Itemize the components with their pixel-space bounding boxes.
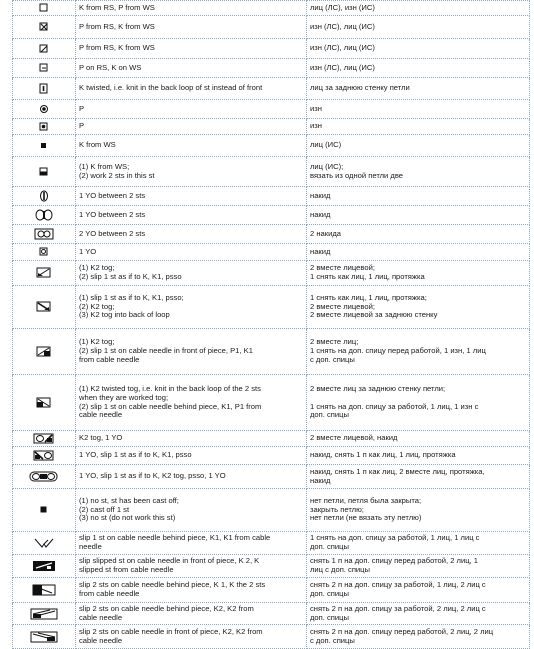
english-instruction-cell	[76, 431, 307, 447]
cable-behind-icon	[36, 398, 52, 407]
english-instruction-line: slip 2 sts on cable needle behind piece, K 1, K the 2 sts	[79, 580, 266, 590]
legend-row	[13, 578, 530, 603]
russian-instruction-line: изн (ЛС), лиц (ИС)	[310, 21, 375, 31]
english-instruction-line: P on RS, K on WS	[79, 62, 142, 72]
cable-3-left-icon	[32, 561, 56, 570]
russian-instruction-line: с доп. спицы	[310, 354, 355, 364]
symbol-cell	[13, 625, 76, 649]
cable-4-left-icon	[30, 632, 58, 641]
square-bar-icon	[39, 84, 49, 93]
russian-instruction-line: накид, снять 1 п как лиц, 2 вместе лиц, протяжка,	[310, 466, 485, 476]
english-instruction-line: 1 YO between 2 sts	[79, 190, 146, 200]
russian-instruction-line: с доп. спицы	[310, 635, 355, 645]
russian-instruction-cell	[307, 261, 530, 286]
english-instruction-line: slip 2 sts on cable needle behind piece, K2, K2 from	[79, 603, 254, 613]
square-empty-icon	[39, 3, 49, 12]
russian-instruction-line: доп. спицы	[310, 410, 349, 420]
russian-instruction-cell	[307, 465, 530, 489]
symbol-cell	[13, 375, 76, 431]
symbol-cell	[13, 447, 76, 465]
russian-instruction-line: 2 вместе лицевой, накид	[310, 433, 398, 443]
legend-row	[13, 39, 530, 59]
english-instruction-line: 1 YO between 2 sts	[79, 209, 146, 219]
symbol-cell	[13, 119, 76, 135]
english-instruction-line: (1) K from WS;	[79, 161, 130, 171]
symbol-cell	[13, 59, 76, 78]
russian-instruction-cell	[307, 578, 530, 603]
russian-instruction-line: снять 2 п на доп. спицу за работой, 1 лиц, 2 лиц с	[310, 580, 486, 590]
symbol-cell	[13, 603, 76, 625]
english-instruction-line: K from WS	[79, 140, 116, 150]
russian-instruction-line: лиц (ИС)	[310, 140, 342, 150]
filled-small-square-icon	[39, 141, 49, 150]
russian-instruction-line: доп. спицы	[310, 589, 349, 598]
english-instruction-cell	[76, 39, 307, 59]
english-instruction-line: K from RS, P from WS	[79, 2, 155, 12]
english-instruction-line: P	[79, 121, 85, 131]
russian-instruction-line: 2 вместе лиц за заднюю стенку петли;	[310, 384, 446, 394]
english-instruction-cell	[76, 157, 307, 187]
legend-row	[13, 135, 530, 157]
symbol-cell	[13, 465, 76, 489]
k2tog-slash-icon	[36, 268, 52, 277]
legend-row	[13, 532, 530, 555]
square-x-icon	[39, 22, 49, 31]
english-instruction-line: (1) no st, st has been cast off;	[79, 495, 179, 505]
double-oval-yo-icon	[34, 210, 54, 219]
russian-instruction-line: лиц с доп. спицы	[310, 565, 370, 574]
english-instruction-line: slipped st from cable needle	[79, 565, 174, 574]
russian-instruction-cell	[307, 375, 530, 431]
english-instruction-line: needle	[79, 542, 102, 551]
legend-row	[13, 489, 530, 532]
russian-instruction-cell	[307, 603, 530, 625]
english-instruction-line: slip 1 st on cable needle behind piece, K1, K1 from cable	[79, 533, 271, 543]
english-instruction-cell	[76, 206, 307, 225]
english-instruction-cell	[76, 286, 307, 329]
legend-row	[13, 119, 530, 135]
english-instruction-cell	[76, 603, 307, 625]
russian-instruction-cell	[307, 431, 530, 447]
symbol-cell	[13, 261, 76, 286]
english-instruction-line: (2) K2 tog;	[79, 301, 115, 311]
russian-instruction-line: изн	[310, 103, 322, 113]
russian-instruction-line: лиц за заднюю стенку петли	[310, 83, 410, 93]
russian-instruction-line: изн (ЛС), лиц (ИС)	[310, 62, 375, 72]
legend-row	[13, 329, 530, 375]
english-instruction-cell	[76, 447, 307, 465]
russian-instruction-cell	[307, 532, 530, 555]
russian-instruction-line: 2 вместе лицевой;	[310, 301, 375, 311]
russian-instruction-line: снять 2 п на доп. спицу перед работой, 2 лиц, 2 лиц	[310, 626, 494, 636]
dot-ring-icon	[39, 104, 49, 113]
legend-row	[13, 1, 530, 16]
english-instruction-cell	[76, 119, 307, 135]
russian-instruction-line: 1 снять как лиц, 1 лиц, протяжка	[310, 272, 425, 281]
legend-row	[13, 157, 530, 187]
english-instruction-line: K twisted, i.e. knit in the back loop of st instead of front	[79, 83, 263, 93]
russian-instruction-line: лиц (ЛС), изн (ИС)	[310, 2, 375, 12]
russian-instruction-line: нет петли, петля была закрыта;	[310, 495, 422, 505]
cable-4-right-icon	[30, 609, 58, 618]
legend-row	[13, 375, 530, 431]
english-instruction-line: P from RS, K from WS	[79, 43, 155, 53]
square-slash-icon	[39, 44, 49, 53]
english-instruction-cell	[76, 100, 307, 119]
russian-instruction-line: 1 снять на доп. спицу перед работой, 1 изн, 1 лиц	[310, 346, 486, 356]
russian-instruction-cell	[307, 135, 530, 157]
legend-row	[13, 603, 530, 625]
english-instruction-line: slip 2 sts on cable needle in front of piece, K2, K2 from	[79, 626, 263, 636]
english-instruction-cell	[76, 489, 307, 532]
russian-instruction-line: накид	[310, 209, 331, 219]
russian-instruction-cell	[307, 78, 530, 100]
english-instruction-line: 1 YO, slip 1 st as if to K, K2 tog, psso, 1 YO	[79, 471, 226, 481]
english-instruction-line: K2 tog, 1 YO	[79, 433, 123, 443]
symbol-cell	[13, 555, 76, 578]
english-instruction-cell	[76, 578, 307, 603]
english-instruction-line: (1) K2 tog;	[79, 263, 115, 273]
symbol-cell	[13, 431, 76, 447]
english-instruction-cell	[76, 532, 307, 555]
russian-instruction-line: лиц (ИС);	[310, 161, 344, 171]
english-instruction-line: (1) K2 tog;	[79, 337, 115, 347]
square-half-fill-icon	[39, 167, 49, 176]
russian-instruction-cell	[307, 157, 530, 187]
english-instruction-line: (3) no st (do not work this st)	[79, 513, 176, 523]
symbol-cell	[13, 329, 76, 375]
k2tog-back-slash-icon	[36, 302, 52, 311]
legend-row	[13, 555, 530, 578]
cable-front-icon	[36, 347, 52, 356]
russian-instruction-cell	[307, 1, 530, 16]
russian-instruction-cell	[307, 206, 530, 225]
symbol-cell	[13, 135, 76, 157]
russian-instruction-line: 2 накида	[310, 228, 341, 238]
legend-row	[13, 286, 530, 329]
russian-instruction-line: снять 1 п на доп. спицу перед работой, 2 лиц, 1	[310, 556, 479, 566]
russian-instruction-cell	[307, 59, 530, 78]
russian-instruction-line: закрыть петлю;	[310, 504, 364, 514]
symbol-cell	[13, 532, 76, 555]
symbol-cell	[13, 78, 76, 100]
english-instruction-line: 2 YO between 2 sts	[79, 228, 146, 238]
cable-3-right-icon	[32, 585, 56, 594]
legend-row	[13, 244, 530, 261]
oval-yo-icon	[38, 191, 50, 200]
english-instruction-cell	[76, 375, 307, 431]
english-instruction-line: slip slipped st on cable needle in front of piece, K 2, K	[79, 556, 260, 566]
two-yo-icon	[34, 229, 54, 238]
russian-instruction-cell	[307, 447, 530, 465]
legend-row	[13, 187, 530, 206]
symbol-cell	[13, 206, 76, 225]
symbol-cell	[13, 225, 76, 244]
symbol-cell	[13, 286, 76, 329]
english-instruction-line: (1) K2 twisted tog, i.e. knit in the back loop of the 2 sts	[79, 384, 261, 394]
english-instruction-cell	[76, 16, 307, 39]
legend-row	[13, 447, 530, 465]
russian-instruction-cell	[307, 555, 530, 578]
russian-instruction-cell	[307, 625, 530, 649]
english-instruction-line: (2) work 2 sts in this st	[79, 170, 155, 180]
english-instruction-cell	[76, 78, 307, 100]
english-instruction-cell	[76, 187, 307, 206]
symbol-cell	[13, 489, 76, 532]
english-instruction-line: 1 YO	[79, 246, 97, 256]
legend-row	[13, 206, 530, 225]
russian-instruction-line: вязать из одной петли две	[310, 170, 404, 180]
russian-instruction-line: изн (ЛС), лиц (ИС)	[310, 43, 375, 53]
russian-instruction-cell	[307, 187, 530, 206]
english-instruction-line: cable needle	[79, 635, 123, 645]
english-instruction-line: from cable needle	[79, 354, 140, 364]
english-instruction-cell	[76, 261, 307, 286]
legend-row	[13, 78, 530, 100]
russian-instruction-cell	[307, 100, 530, 119]
yo-k2tog-yo-icon	[29, 472, 59, 481]
russian-instruction-line: 1 снять на доп. спицу за работой, 1 лиц, 1 изн с	[310, 401, 479, 411]
russian-instruction-line: 1 снять на доп. спицу за работой, 1 лиц, 1 лиц с	[310, 533, 480, 543]
legend-row	[13, 625, 530, 649]
russian-instruction-line: 2 вместе лицевой;	[310, 263, 375, 273]
symbol-cell	[13, 187, 76, 206]
legend-row	[13, 225, 530, 244]
russian-instruction-line: изн	[310, 121, 322, 131]
square-dot-icon	[39, 122, 49, 131]
english-instruction-cell	[76, 329, 307, 375]
russian-instruction-cell	[307, 489, 530, 532]
russian-instruction-line: накид	[310, 475, 331, 485]
russian-instruction-cell	[307, 225, 530, 244]
symbol-cell	[13, 100, 76, 119]
k2tog-yo-icon	[33, 434, 55, 443]
english-instruction-cell	[76, 244, 307, 261]
english-instruction-line: (2) cast off 1 st	[79, 504, 130, 514]
english-instruction-line: cable needle	[79, 410, 123, 420]
english-instruction-cell	[76, 625, 307, 649]
legend-row	[13, 431, 530, 447]
english-instruction-cell	[76, 59, 307, 78]
english-instruction-cell	[76, 1, 307, 16]
english-instruction-line: 1 YO, slip 1 st as if to K, K1, psso	[79, 450, 192, 460]
symbol-cell	[13, 1, 76, 16]
russian-instruction-line: снять 2 п на доп. спицу за работой, 2 лиц, 2 лиц с	[310, 603, 486, 613]
russian-instruction-line: накид	[310, 190, 331, 200]
legend-row	[13, 100, 530, 119]
cable-2-right-icon	[34, 538, 54, 547]
square-minus-icon	[39, 63, 49, 72]
legend-row	[13, 261, 530, 286]
english-instruction-cell	[76, 135, 307, 157]
symbol-cell	[13, 157, 76, 187]
english-instruction-cell	[76, 555, 307, 578]
english-instruction-line: P	[79, 103, 85, 113]
english-instruction-cell	[76, 225, 307, 244]
yo-psso-icon	[33, 451, 55, 460]
english-instruction-line: P from RS, K from WS	[79, 21, 155, 31]
knitting-legend-sheet	[12, 0, 526, 649]
symbol-cell	[13, 244, 76, 261]
russian-instruction-cell	[307, 39, 530, 59]
symbol-cell	[13, 39, 76, 59]
russian-instruction-cell	[307, 286, 530, 329]
legend-row	[13, 16, 530, 39]
english-instruction-cell	[76, 465, 307, 489]
russian-instruction-line: доп. спицы	[310, 612, 349, 622]
english-instruction-line: (2) slip 1 st on cable needle in front of piece, P1, K1	[79, 346, 253, 356]
english-instruction-line: (3) K2 tog into back of loop	[79, 310, 170, 320]
russian-instruction-line: накид, снять 1 п как лиц, 1 лиц, протяжка	[310, 450, 456, 460]
legend-row	[13, 465, 530, 489]
english-instruction-line: (1) slip 1 st as if to K, K1, psso;	[79, 292, 184, 302]
english-instruction-line: from cable needle	[79, 589, 140, 598]
russian-instruction-line: 2 вместе лиц;	[310, 337, 359, 347]
russian-instruction-line: 2 вместе лицевой за заднюю стенку	[310, 310, 438, 320]
english-instruction-line: (2) slip 1 st as if to K, K1, psso	[79, 272, 182, 281]
russian-instruction-line: 1 снять как лиц, 1 лиц, протяжка;	[310, 292, 427, 302]
symbol-cell	[13, 16, 76, 39]
square-circle-icon	[39, 247, 49, 256]
russian-instruction-cell	[307, 244, 530, 261]
russian-instruction-cell	[307, 329, 530, 375]
legend-table-body	[13, 1, 530, 649]
russian-instruction-line: накид	[310, 246, 331, 256]
legend-table	[12, 0, 530, 649]
russian-instruction-cell	[307, 119, 530, 135]
english-instruction-line: cable needle	[79, 612, 123, 622]
russian-instruction-line: доп. спицы	[310, 542, 349, 551]
russian-instruction-line: нет петли (не вязать эту петлю)	[310, 513, 422, 523]
english-instruction-line: when they are worked tog;	[79, 392, 169, 402]
legend-row	[13, 59, 530, 78]
english-instruction-line: (2) slip 1 st on cable needle behind piece, K1, P1 from	[79, 401, 262, 411]
symbol-cell	[13, 578, 76, 603]
russian-instruction-cell	[307, 16, 530, 39]
no-stitch-icon	[39, 505, 49, 514]
